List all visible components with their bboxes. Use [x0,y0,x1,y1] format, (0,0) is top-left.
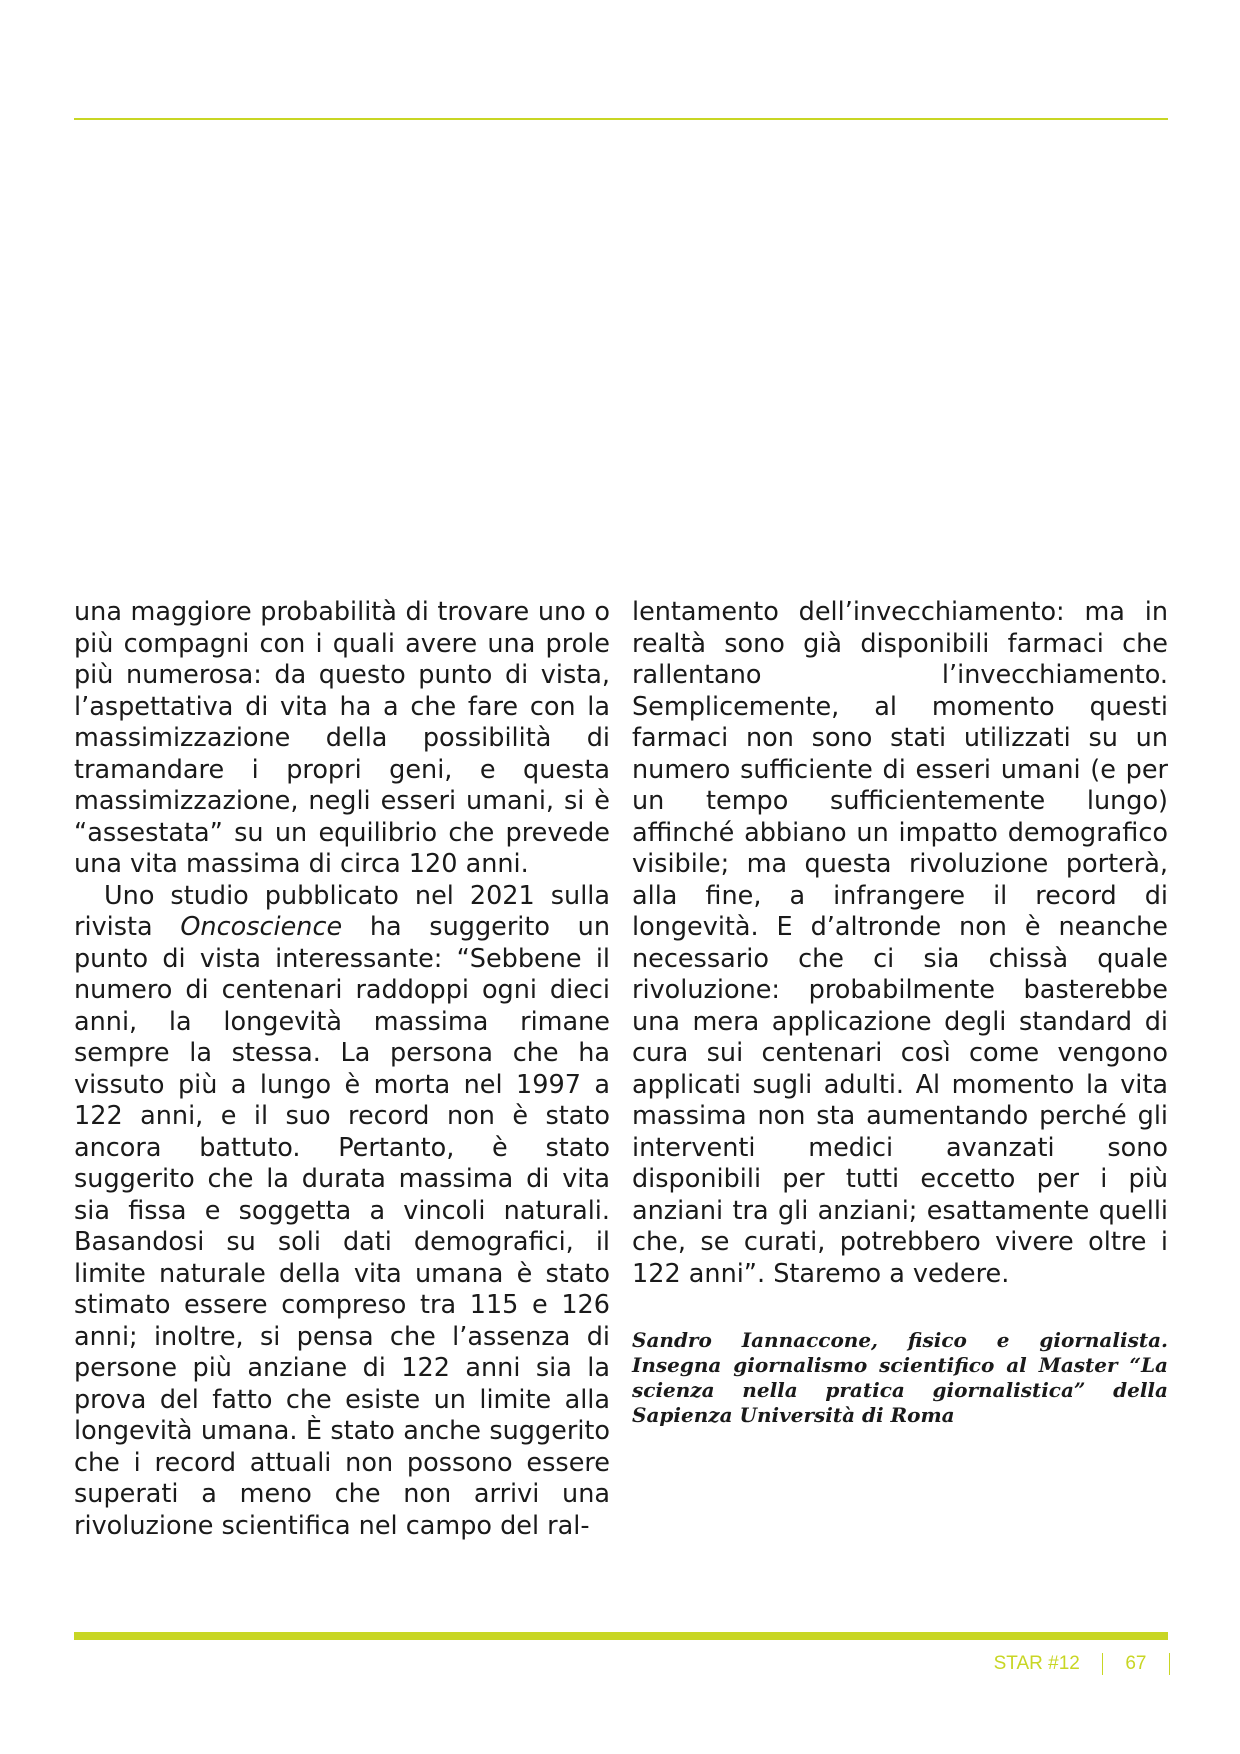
article-column-right [632,597,1168,1428]
article-column-left [74,597,610,1542]
page-footer [994,1652,1170,1676]
footer-separator [1102,1653,1104,1675]
paragraph: una maggiore probabilità di trovare uno o più compagni con i quali avere una prole più numerosa: da questo punto di vista, l’aspettativa di vita ha a che fare con la massimizzazione della possibilità di tramandare i propri geni, e questa massimizzazione, negli esseri umani, si è “assestata” su un equilibrio che prevede una vita massima di circa 120 anni. [74,597,610,879]
paragraph: lentamento dell’invecchiamento: ma in realtà sono già disponibili farmaci che rallentano l’invecchiamento. Semplicemente, al momento questi farmaci non sono stati utilizzati su un numero sufficiente di esseri umani (e per un tempo sufficientemente lungo) affinché abbiano un impatto demografico visibile; ma questa rivoluzione porterà, alla fine, a infrangere il record di longevità. E d’altronde non è neanche necessario che ci sia chissà quale rivoluzione: probabilmente basterebbe una mera applicazione degli standard di cura sui centenari così come vengono applicati sugli adulti. Al momento la vita massima non sta aumentando perché gli interventi medici avanzati sono disponibili per tutti eccetto per i più anziani tra gli anziani; esattamente quelli che, se curati, potrebbero vivere oltre i 122 anni”. Staremo a vedere. [632,597,1168,1289]
bottom-divider [74,1632,1168,1640]
journal-name: Oncoscience [180,912,343,942]
author-byline: Sandro Iannaccone, fisico e giornalista. Insegna giornalismo scientifico al Master “La scienza nella pratica giornalistica” della Sapienza Università di Roma [632,1328,1168,1427]
paragraph-text: ha suggerito un punto di vista interessante: “Sebbene il numero di centenari raddoppi ogni dieci anni, la longevità massima rimane sempre la stessa. La persona che ha vissuto più a lungo è morta nel 1997 a 122 anni, e il suo record non è stato ancora battuto. Pertanto, è stato suggerito che la durata massima di vita sia fissa e soggetta a vincoli naturali. Basandosi su soli dati demografici, il limite naturale della vita umana è stato stimato essere compreso tra 115 e 126 anni; inoltre, si pensa che l’assenza di persone più anziane di 122 anni sia la prova del fatto che esiste un limite alla longevità umana. È stato anche suggerito che i record attuali non possono essere superati a meno che non arrivi una rivoluzione scientifica nel campo del ral- [74,912,610,1541]
page-number: 67 [1125,1653,1147,1674]
footer-separator [1169,1653,1171,1675]
paragraph-text: Uno studio pubblicato nel 2021 sulla rivista [74,880,610,942]
paragraph [74,881,610,1543]
top-divider [74,118,1168,120]
publication-label: STAR #12 [993,1653,1080,1674]
